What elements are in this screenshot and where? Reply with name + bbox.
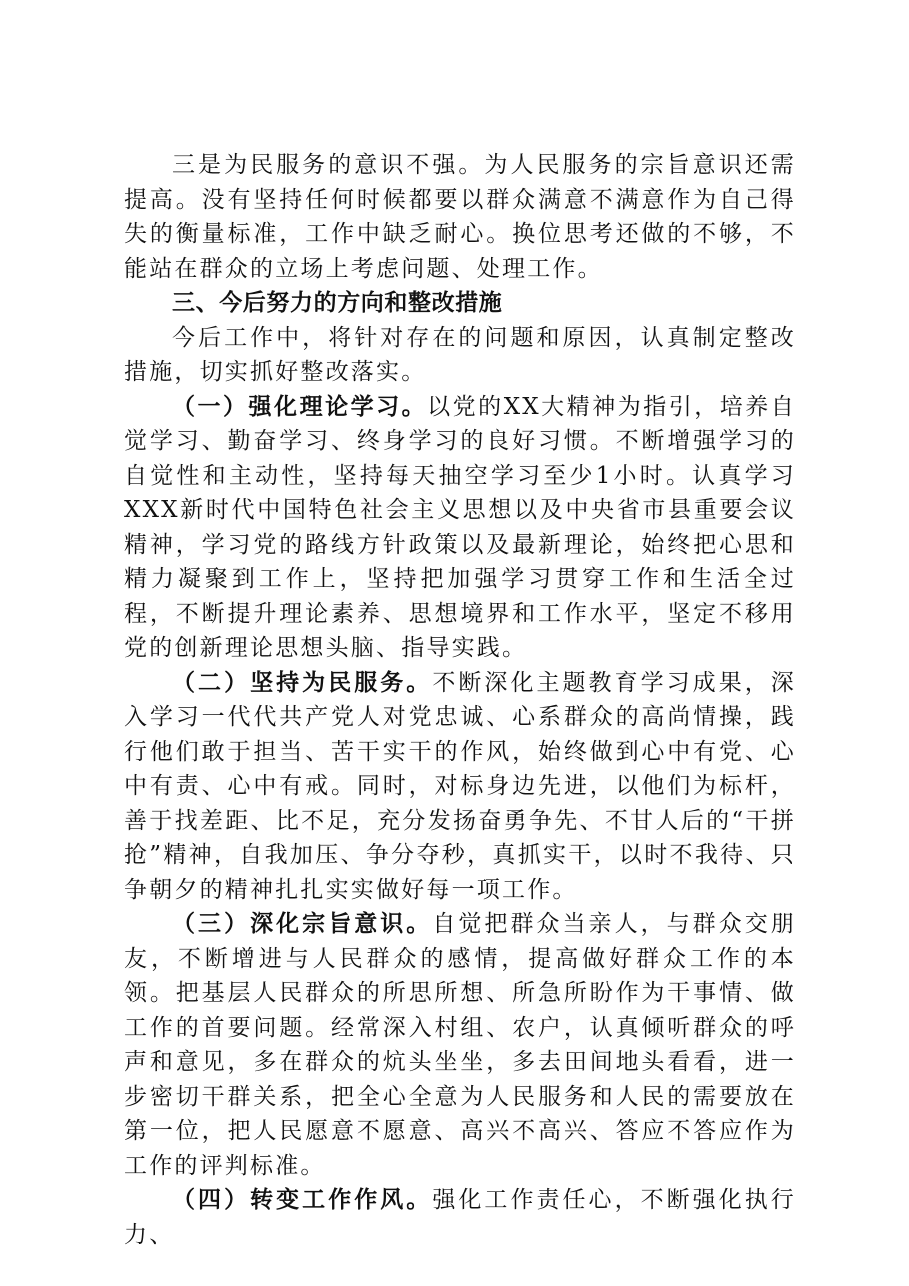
item-text: 不断深化主题教育学习成果，深入学习一代代共产党人对党忠诚、心系群众的高尚情操，践行他们敢于担当、苦干实干的作风，始终做到心中有党、心中有责、心中有戒。同时，对标身边先进，以他们为标杆，善于找差距、比不足，充分发扬奋勇争先、不甘人后的“干拼抢”精神，自我加压、争分夺秒，真抓实干，以时不我待、只争朝夕的精神扎扎实实做好每一项工作。	[124, 669, 796, 903]
item-work-style	[124, 1183, 796, 1252]
heading-text: 三、今后努力的方向和整改措施	[172, 290, 503, 316]
item-serve-people	[124, 666, 796, 908]
paragraph-text: 三是为民服务的意识不强。为人民服务的宗旨意识还需提高。没有坚持任何时候都要以群众满意不满意作为自己得失的衡量标准，工作中缺乏耐心。换位思考还做的不够，不能站在群众的立场上考虑问题、处理工作。	[124, 152, 796, 282]
paragraph-text: 今后工作中，将针对存在的问题和原因，认真制定整改措施，切实抓好整改落实。	[124, 324, 796, 385]
item-text: 以党的XX大精神为指引，培养自觉学习、勤奋学习、终身学习的良好习惯。不断增强学习的自觉性和主动性，坚持每天抽空学习至少1小时。认真学习XXX新时代中国特色社会主义思想以及中央省市县重要会议精神，学习党的路线方针政策以及最新理论，始终把心思和精力凝聚到工作上，坚持把加强学习贯穿工作和生活全过程，不断提升理论素养、思想境界和工作水平，坚定不移用党的创新理论思想头脑、指导实践。	[124, 393, 797, 661]
paragraph-service-awareness	[124, 148, 796, 286]
paragraph-intro	[124, 321, 796, 390]
item-lead: （一）强化理论学习。	[172, 392, 428, 420]
item-lead: （四）转变工作作风。	[172, 1186, 433, 1213]
item-lead: （二）坚持为民服务。	[172, 668, 433, 696]
section-heading	[124, 286, 796, 321]
item-text: 自觉把群众当亲人，与群众交朋友，不断增进与人民群众的感情，提高做好群众工作的本领。把基层人民群众的所思所想、所急所盼作为干事情、做工作的首要问题。经常深入村组、农户，认真倾听群众的呼声和意见，多在群众的炕头坐坐，多去田间地头看看，进一步密切干群关系，把全心全意为人民服务和人民的需要放在第一位，把人民愿意不愿意、高兴不高兴、答应不答应作为工作的评判标准。	[124, 911, 796, 1179]
item-lead: （三）深化宗旨意识。	[172, 910, 433, 937]
item-purpose-awareness	[124, 907, 796, 1183]
item-theory-study	[124, 390, 796, 666]
item-text: 强化工作责任心，不断强化执行力、	[124, 1187, 796, 1248]
document-body	[124, 148, 796, 1252]
